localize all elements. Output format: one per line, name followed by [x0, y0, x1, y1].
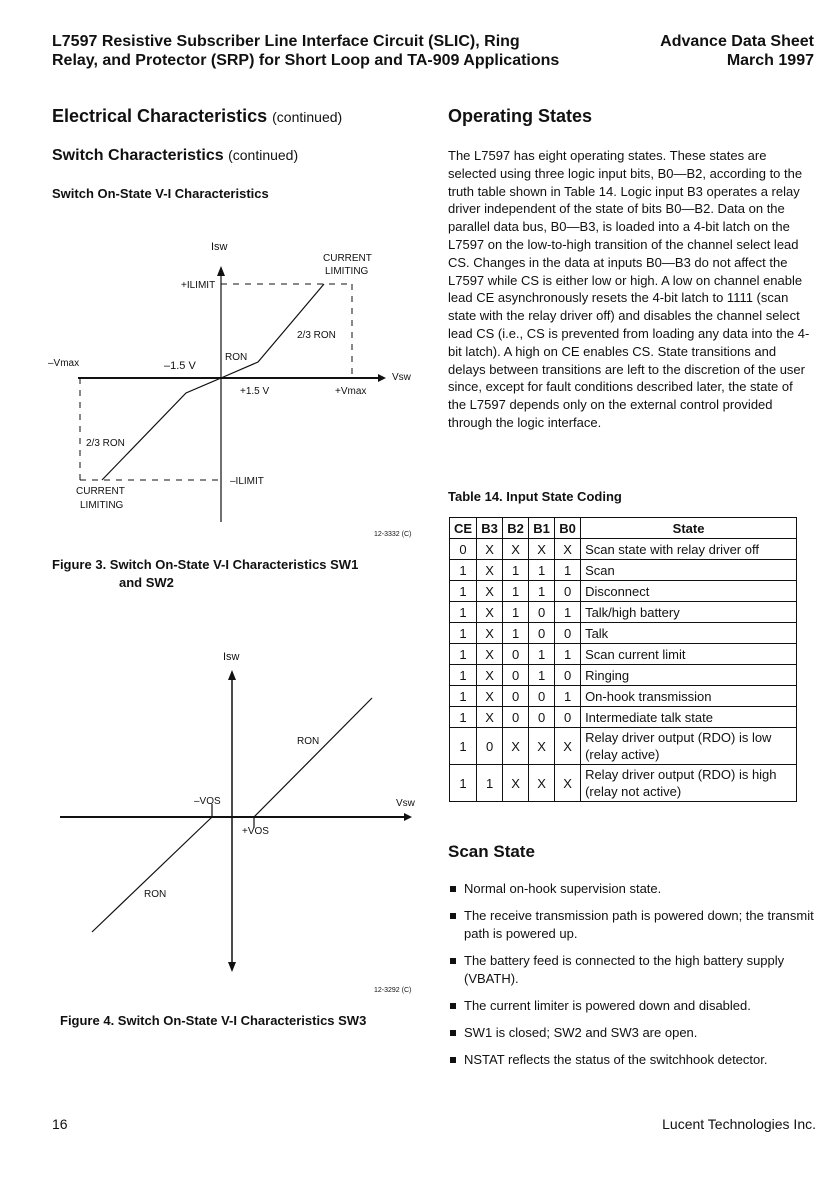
scan-state-bullet: Normal on-hook supervision state.	[448, 880, 818, 898]
footer-company: Lucent Technologies Inc.	[662, 1116, 816, 1132]
subsection-heading-text: Switch Characteristics	[52, 147, 224, 164]
table-cell-state: Relay driver output (RDO) is high (relay not active)	[581, 765, 797, 802]
figure-3-caption-line2: and SW2	[119, 575, 174, 590]
fig4-label-vos-neg: –VOS	[194, 796, 221, 807]
table-row	[450, 602, 797, 623]
fig3-vi-curve	[102, 284, 324, 480]
header-title	[52, 32, 652, 70]
subsection-heading-switch	[52, 147, 298, 165]
fig4-x-axis-arrow	[404, 813, 412, 821]
table-cell-bit: 1	[555, 644, 581, 665]
fig3-label-isw: Isw	[211, 241, 228, 253]
table-row	[450, 644, 797, 665]
table-cell-state: Relay driver output (RDO) is low (relay active)	[581, 728, 797, 765]
table-cell-bit: X	[477, 686, 503, 707]
table-cell-bit: 0	[503, 665, 529, 686]
scan-state-bullet: The battery feed is connected to the high battery supply (VBATH).	[448, 952, 818, 988]
figure-3-caption-line1: Figure 3. Switch On-State V-I Characteristics SW1	[52, 557, 359, 572]
table-cell-bit: 1	[555, 602, 581, 623]
table-cell-bit: X	[529, 539, 555, 560]
table-cell-bit: X	[477, 644, 503, 665]
table-cell-state: Talk/high battery	[581, 602, 797, 623]
table-header-b3: B3	[477, 518, 503, 539]
table-cell-bit: 1	[529, 665, 555, 686]
fig3-label-current-limiting-1: CURRENT	[323, 253, 372, 264]
input-state-table	[449, 517, 797, 802]
table-row	[450, 539, 797, 560]
header-title-line1: L7597 Resistive Subscriber Line Interface Circuit (SLIC), Ring	[52, 33, 520, 50]
fig3-label-ron-23-upper: 2/3 RON	[297, 330, 336, 341]
table-cell-bit: 0	[529, 707, 555, 728]
table-row	[450, 707, 797, 728]
page-number: 16	[52, 1116, 68, 1132]
table-cell-state: On-hook transmission	[581, 686, 797, 707]
table-cell-state: Intermediate talk state	[581, 707, 797, 728]
table-cell-bit: X	[555, 765, 581, 802]
table-cell-bit: 0	[503, 686, 529, 707]
table-row	[450, 581, 797, 602]
table-cell-bit: 1	[450, 707, 477, 728]
table-row	[450, 686, 797, 707]
table-cell-bit: 1	[450, 602, 477, 623]
fig3-label-vsw: Vsw	[392, 372, 411, 383]
table-header-b2: B2	[503, 518, 529, 539]
fig4-label-isw: Isw	[223, 651, 240, 663]
table-cell-state: Scan state with relay driver off	[581, 539, 797, 560]
table-cell-bit: 1	[529, 644, 555, 665]
table-cell-bit: 1	[450, 644, 477, 665]
operating-states-heading: Operating States	[448, 106, 593, 126]
table-cell-bit: X	[477, 602, 503, 623]
table-header-row	[450, 518, 797, 539]
table-cell-bit: X	[555, 539, 581, 560]
table-cell-bit: 1	[450, 765, 477, 802]
table-header-b1: B1	[529, 518, 555, 539]
table-cell-state: Talk	[581, 623, 797, 644]
table-cell-bit: X	[555, 728, 581, 765]
fig3-label-ron: RON	[225, 352, 248, 363]
header-doc-info	[660, 32, 814, 70]
fig3-label-current-limiting-3: CURRENT	[76, 486, 125, 497]
table-cell-bit: 0	[555, 665, 581, 686]
table-body	[450, 539, 797, 802]
table-cell-bit: 1	[450, 623, 477, 644]
fig4-label-ron-upper: RON	[297, 736, 320, 747]
fig3-code: 12-3332 (C)	[374, 531, 412, 538]
table-cell-bit: 1	[450, 560, 477, 581]
table-cell-bit: 0	[503, 707, 529, 728]
figure-4-vi-plot	[40, 640, 430, 1000]
table-cell-state: Scan current limit	[581, 644, 797, 665]
table-cell-bit: X	[529, 728, 555, 765]
table-cell-bit: 1	[503, 623, 529, 644]
table-cell-bit: 0	[555, 623, 581, 644]
table-cell-bit: 0	[529, 602, 555, 623]
table-cell-bit: 1	[450, 665, 477, 686]
fig4-y-axis-arrow-down	[228, 962, 236, 972]
section-heading-electrical	[52, 106, 342, 127]
fig4-y-axis-arrow-up	[228, 670, 236, 680]
table-header-b0: B0	[555, 518, 581, 539]
table-cell-state: Disconnect	[581, 581, 797, 602]
table-cell-bit: 1	[503, 560, 529, 581]
scan-state-bullet: SW1 is closed; SW2 and SW3 are open.	[448, 1024, 818, 1042]
fig3-label-current-limiting-4: LIMITING	[80, 500, 124, 511]
table-row	[450, 665, 797, 686]
table-cell-bit: 0	[529, 623, 555, 644]
fig4-code: 12-3292 (C)	[374, 987, 412, 994]
scan-state-bullet: The receive transmission path is powered down; the transmit path is powered up.	[448, 907, 818, 943]
section-heading-text: Electrical Characteristics	[52, 106, 268, 126]
table-cell-bit: X	[503, 728, 529, 765]
table-cell-bit: X	[477, 539, 503, 560]
table-cell-bit: 1	[450, 686, 477, 707]
section-heading-continued: (continued)	[272, 109, 343, 125]
table-14-title: Table 14. Input State Coding	[448, 489, 622, 504]
table-row	[450, 728, 797, 765]
table-cell-bit: X	[477, 560, 503, 581]
table-cell-bit: 0	[503, 644, 529, 665]
fig4-label-ron-lower: RON	[144, 889, 167, 900]
table-row	[450, 765, 797, 802]
table-cell-bit: 1	[503, 581, 529, 602]
table-cell-bit: 1	[503, 602, 529, 623]
fig4-line-positive	[254, 698, 372, 817]
figure-3-caption	[52, 556, 432, 592]
fig3-label-current-limiting-2: LIMITING	[325, 266, 369, 277]
table-cell-bit: 1	[450, 581, 477, 602]
table-cell-bit: 1	[555, 686, 581, 707]
table-cell-state: Scan	[581, 560, 797, 581]
table-cell-bit: X	[503, 765, 529, 802]
table-cell-bit: 0	[529, 686, 555, 707]
fig3-label-vmax-neg: –Vmax	[48, 358, 80, 369]
fig3-y-axis-arrow	[217, 266, 225, 276]
table-cell-bit: X	[477, 581, 503, 602]
table-cell-bit: 1	[450, 728, 477, 765]
fig3-x-axis-arrow	[378, 374, 386, 382]
fig3-label-ilimit-pos: +ILIMIT	[181, 280, 216, 291]
scan-state-heading: Scan State	[448, 842, 535, 861]
table-cell-bit: 1	[529, 560, 555, 581]
scan-state-list	[448, 880, 818, 1078]
table-cell-bit: 0	[450, 539, 477, 560]
fig3-label-ilimit-neg: –ILIMIT	[230, 476, 264, 487]
table-header-ce: CE	[450, 518, 477, 539]
header-title-line2: Relay, and Protector (SRP) for Short Loop and TA-909 Applications	[52, 52, 560, 69]
table-cell-bit: 0	[555, 581, 581, 602]
table-cell-bit: 1	[529, 581, 555, 602]
subsection-heading-continued: (continued)	[228, 147, 299, 163]
fig3-label-vmax-pos: +Vmax	[335, 386, 367, 397]
table-cell-bit: X	[477, 707, 503, 728]
fig4-label-vsw: Vsw	[396, 798, 415, 809]
table-cell-bit: 1	[477, 765, 503, 802]
table-header-state: State	[581, 518, 797, 539]
fig4-label-vos-pos: +VOS	[242, 826, 269, 837]
subhead-vi-characteristics: Switch On-State V-I Characteristics	[52, 186, 269, 201]
fig4-line-negative	[92, 817, 212, 932]
table-cell-bit: 0	[555, 707, 581, 728]
table-cell-bit: X	[477, 623, 503, 644]
table-row	[450, 560, 797, 581]
table-cell-bit: 1	[555, 560, 581, 581]
scan-state-bullet: NSTAT reflects the status of the switchhook detector.	[448, 1051, 818, 1069]
table-cell-bit: X	[529, 765, 555, 802]
table-cell-bit: 0	[477, 728, 503, 765]
table-row	[450, 623, 797, 644]
fig3-label-v15-neg: –1.5 V	[164, 360, 196, 372]
table-cell-state: Ringing	[581, 665, 797, 686]
header-doc-type: Advance Data Sheet	[660, 33, 814, 50]
table-cell-bit: X	[477, 665, 503, 686]
fig3-label-v15-pos: +1.5 V	[240, 386, 270, 397]
fig3-label-ron-23-lower: 2/3 RON	[86, 438, 125, 449]
figure-3-vi-plot	[40, 230, 430, 545]
table-cell-bit: X	[503, 539, 529, 560]
operating-states-paragraph: The L7597 has eight operating states. These states are selected using three logic input bits, B0—B2, according to the truth table shown in Table 14. Logic input B3 operates a relay driver independent of the state of bits B0—B2. Data on the parallel data bus, B0—B3, is loaded into a 4-bit latch on the L7597 on the low-to-high transition of the channel select lead CS. Changes in the data at inputs B0—B3 do not affect the L7597 while CS is either low or high. A low on channel enable lead CE asynchronously resets the 4-bit latch to 1111 (scan state with the relay driver off) and disables the channel select lead CS (i.e., CS is prevented from loading any data into the 4-bit latch). A high on CE enables CS. State transitions and delays between transitions are left to the discretion of the user since, except for fault conditions described later, the state of the L7597 depends only on the external control provided through the logic interface.	[448, 148, 810, 430]
scan-state-bullet: The current limiter is powered down and disabled.	[448, 997, 818, 1015]
header-date: March 1997	[726, 52, 814, 69]
figure-4-caption: Figure 4. Switch On-State V-I Characteristics SW3	[60, 1013, 367, 1028]
